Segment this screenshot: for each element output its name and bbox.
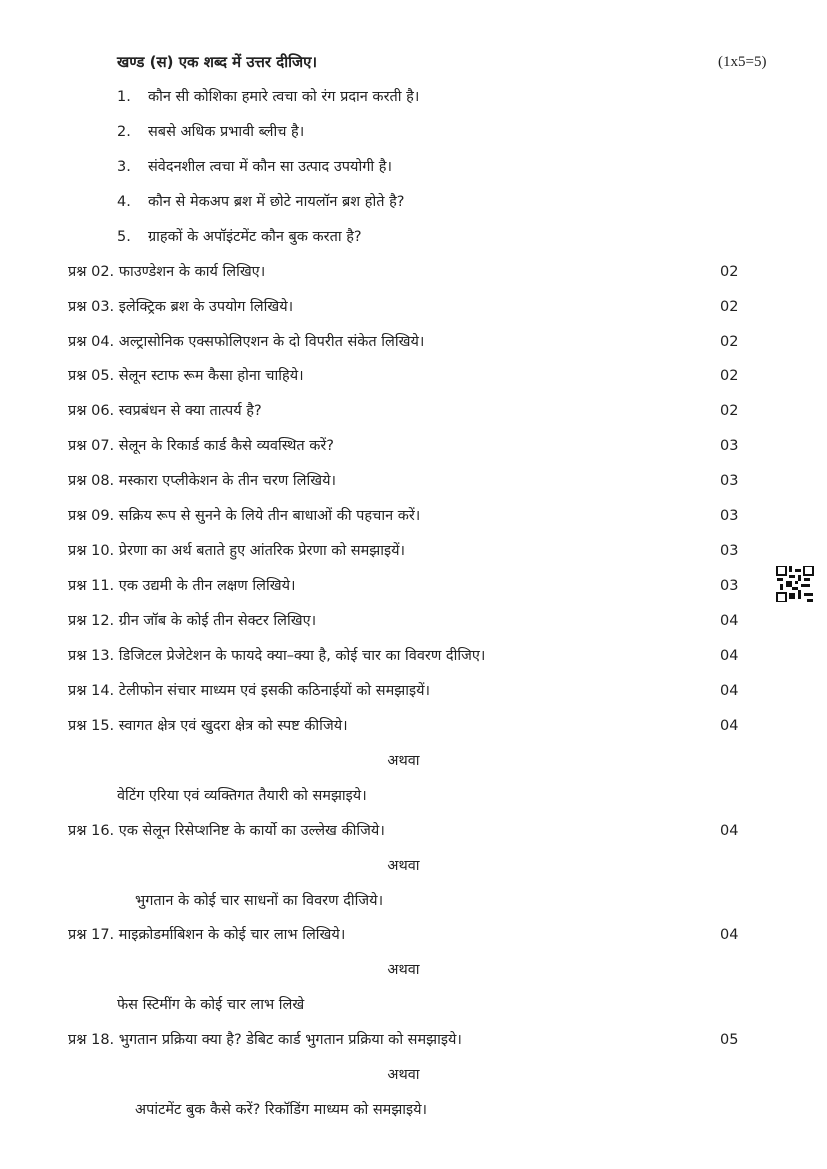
question-text: प्रश्न 11. एक उद्यमी के तीन लक्षण लिखिये।: [68, 578, 296, 595]
question-text: प्रश्न 08. मस्कारा एप्लीकेशन के तीन चरण लिखिये।: [68, 473, 337, 490]
or-label: अथवा: [387, 857, 420, 874]
item-number: 2.: [117, 123, 131, 140]
alternative-question: [0, 988, 827, 1023]
question-row: [0, 464, 827, 499]
item-number: 4.: [117, 193, 131, 210]
question-marks: 02: [720, 298, 739, 315]
qr-code-icon: [776, 566, 814, 602]
question-marks: 03: [720, 578, 739, 595]
question-item: [0, 150, 827, 185]
question-marks: 03: [720, 438, 739, 455]
question-text: प्रश्न 07. सेलून के रिकार्ड कार्ड कैसे व्यवस्थित करें?: [68, 438, 335, 455]
or-divider: [0, 953, 827, 988]
question-marks: 02: [720, 403, 739, 420]
question-row: [0, 325, 827, 360]
section-marks: (1x5=5): [718, 54, 767, 70]
item-text: सबसे अधिक प्रभावी ब्लीच है।: [148, 123, 305, 140]
question-text: प्रश्न 17. माइक्रोडर्माबिशन के कोई चार लाभ लिखिये।: [68, 927, 346, 944]
question-row: [0, 639, 827, 674]
alternative-question: [0, 1093, 827, 1128]
or-label: अथवा: [387, 752, 420, 769]
question-marks: 02: [720, 263, 739, 280]
question-text: प्रश्न 18. भुगतान प्रक्रिया क्या है? डेबिट कार्ड भुगतान प्रक्रिया को समझाइये।: [68, 1032, 462, 1049]
question-text: प्रश्न 05. सेलून स्टाफ रूम कैसा होना चाहिये।: [68, 368, 304, 385]
question-row: [0, 569, 827, 604]
question-row: [0, 534, 827, 569]
or-label: अथवा: [387, 1067, 420, 1084]
or-divider: [0, 744, 827, 779]
question-row: [0, 674, 827, 709]
or-divider: [0, 849, 827, 884]
question-row: [0, 499, 827, 534]
question-item: [0, 220, 827, 255]
question-marks: 05: [720, 1032, 739, 1049]
question-text: प्रश्न 16. एक सेलून रिसेप्शनिष्ट के कार्यो का उल्लेख कीजिये।: [68, 822, 385, 839]
question-row: [0, 255, 827, 290]
question-row: [0, 290, 827, 325]
question-item: [0, 115, 827, 150]
alternative-question: [0, 779, 827, 814]
question-marks: 03: [720, 543, 739, 560]
question-marks: 04: [720, 927, 739, 944]
question-row: [0, 1023, 827, 1058]
question-row: [0, 359, 827, 394]
item-number: 5.: [117, 228, 131, 245]
section-header: [0, 45, 827, 80]
question-text: प्रश्न 12. ग्रीन जॉब के कोई तीन सेक्टर लिखिए।: [68, 613, 317, 629]
alternative-text: फेस स्टिमींग के कोई चार लाभ लिखे: [117, 997, 305, 1014]
item-text: ग्राहकों के अपॉइंटमेंट कौन बुक करता है?: [148, 228, 362, 245]
question-text: प्रश्न 04. अल्ट्रासोनिक एक्सफोलिएशन के दो विपरीत संकेत लिखिये।: [68, 333, 425, 350]
question-row: [0, 709, 827, 744]
question-row: [0, 814, 827, 849]
alternative-text: वेटिंग एरिया एवं व्यक्तिगत तैयारी को समझाइये।: [117, 787, 367, 804]
alternative-text: अपांटमेंट बुक कैसे करें? रिकॉडिंग माध्यम को समझाइये।: [135, 1102, 428, 1119]
item-number: 3.: [117, 158, 131, 175]
or-divider: [0, 1058, 827, 1093]
question-marks: 03: [720, 508, 739, 525]
question-text: प्रश्न 09. सक्रिय रूप से सुनने के लिये तीन बाधाओं की पहचान करें।: [68, 508, 421, 525]
item-text: कौन सी कोशिका हमारे त्वचा को रंग प्रदान करती है।: [148, 88, 420, 105]
question-marks: 03: [720, 473, 739, 490]
question-row: [0, 429, 827, 464]
question-text: प्रश्न 14. टेलीफोन संचार माध्यम एवं इसकी कठिनाईयों को समझाइयें।: [68, 682, 430, 699]
question-marks: 04: [720, 613, 739, 629]
question-text: प्रश्न 15. स्वागत क्षेत्र एवं खुदरा क्षेत्र को स्पष्ट कीजिये।: [68, 717, 348, 734]
question-row: [0, 604, 827, 639]
question-marks: 04: [720, 717, 739, 734]
question-text: प्रश्न 10. प्रेरणा का अर्थ बताते हुए आंतरिक प्रेरणा को समझाइयें।: [68, 543, 406, 560]
item-number: 1.: [117, 88, 131, 105]
question-marks: 04: [720, 682, 739, 699]
question-marks: 04: [720, 822, 739, 839]
or-label: अथवा: [387, 962, 420, 979]
question-item: [0, 80, 827, 115]
item-text: संवेदनशील त्वचा में कौन सा उत्पाद उपयोगी है।: [148, 158, 392, 175]
alternative-question: [0, 884, 827, 919]
question-text: प्रश्न 13. डिजिटल प्रेजेटेशन के फायदे क्या–क्या है, कोई चार का विवरण दीजिए।: [68, 647, 486, 664]
question-item: [0, 185, 827, 220]
question-row: [0, 394, 827, 429]
alternative-text: भुगतान के कोई चार साधनों का विवरण दीजिये।: [135, 892, 384, 909]
question-paper: [0, 45, 827, 1128]
question-text: प्रश्न 02. फाउण्डेशन के कार्य लिखिए।: [68, 263, 266, 280]
question-text: प्रश्न 06. स्वप्रबंधन से क्या तात्पर्य है?: [68, 403, 262, 420]
section-title: खण्ड (स) एक शब्द में उत्तर दीजिए।: [117, 53, 318, 71]
question-row: [0, 918, 827, 953]
question-marks: 02: [720, 368, 739, 385]
question-marks: 02: [720, 333, 739, 350]
item-text: कौन से मेकअप ब्रश में छोटे नायलॉन ब्रश होते है?: [148, 193, 405, 210]
question-marks: 04: [720, 647, 739, 664]
question-text: प्रश्न 03. इलेक्ट्रिक ब्रश के उपयोग लिखिये।: [68, 298, 294, 315]
